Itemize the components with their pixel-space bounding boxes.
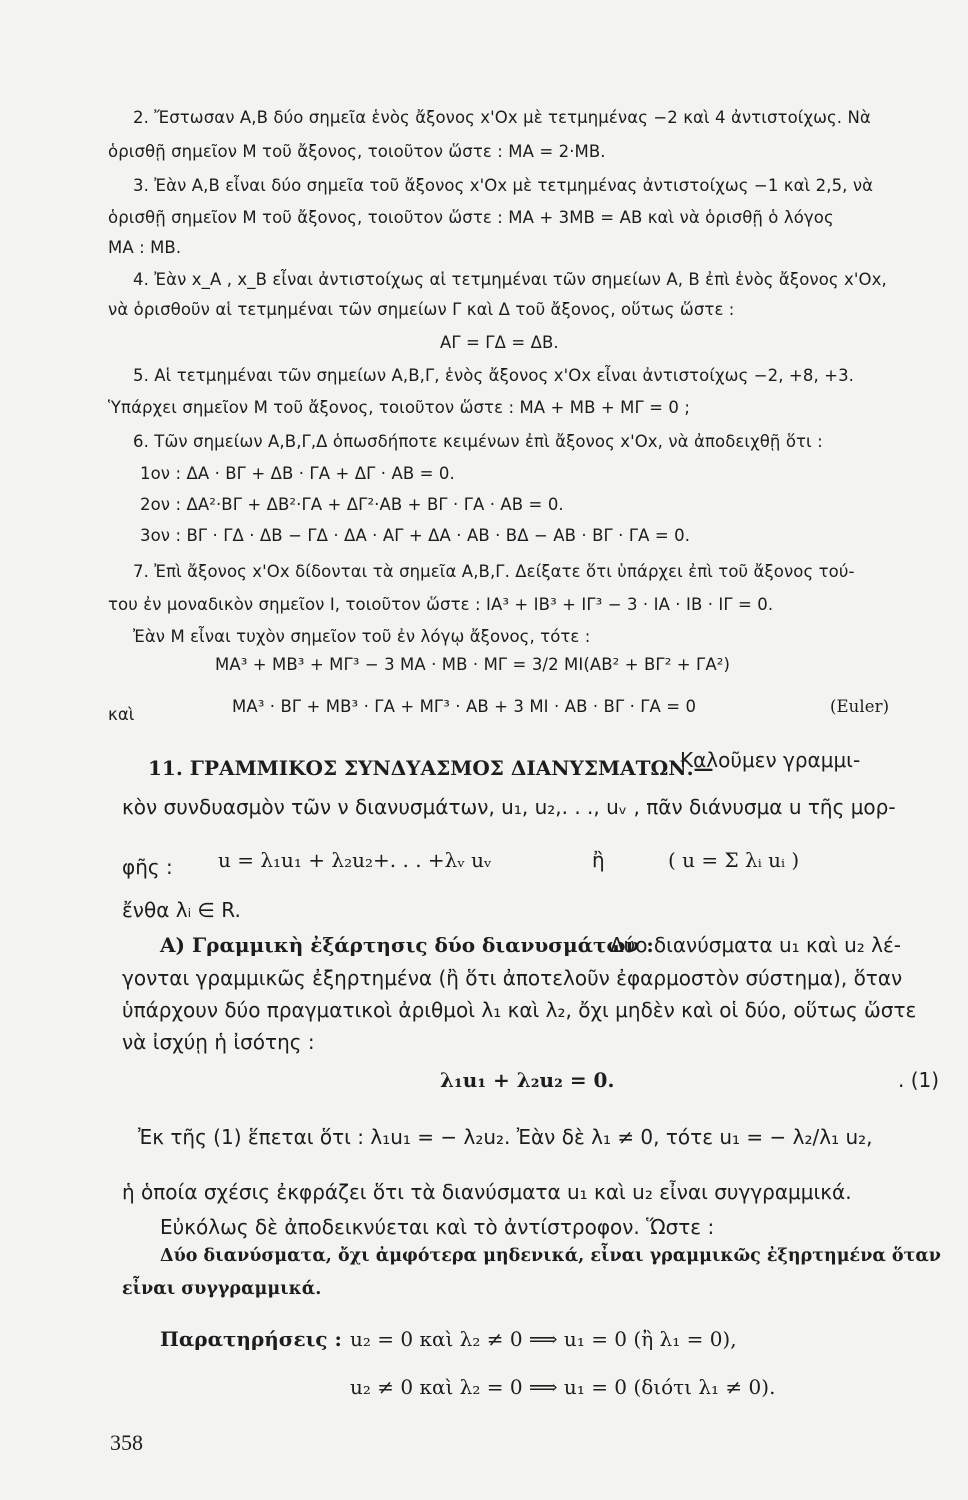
problem-7-equation-1: MA³ + MB³ + MΓ³ − 3 MA · MB · MΓ = 3/2 MI(AB² + BΓ² + ΓA²) <box>215 655 730 674</box>
problem-6-equation-2: 2ον : ΔA²·BΓ + ΔB²·ΓA + ΔΓ²·AB + BΓ · ΓA · AB = 0. <box>140 495 564 514</box>
part-a-line-2: γονται γραμμικῶς ἐξηρτημένα (ἢ ὅτι ἀποτελοῦν ἐφαρμοστὸν σύστημα), ὅταν <box>122 966 903 990</box>
part-a-line-5: Ἐκ τῆς (1) ἕπεται ὅτι : λ₁u₁ = − λ₂u₂. Ἐὰν δὲ λ₁ ≠ 0, τότε u₁ = − λ₂/λ₁ u₂, <box>138 1125 873 1149</box>
section-line-3-label: φῆς : <box>122 855 173 879</box>
part-a-line-7: Εὐκόλως δὲ ἀποδεικνύεται καὶ τὸ ἀντίστροφον. Ὥστε : <box>160 1215 715 1239</box>
section-line-3-or: ἢ <box>592 848 605 872</box>
page-number: 358 <box>110 1430 143 1455</box>
problem-6-equation-1: 1ον : ΔA · BΓ + ΔB · ΓA + ΔΓ · AB = 0. <box>140 464 455 483</box>
linear-combination-formula: u = λ₁u₁ + λ₂u₂+. . . +λᵥ uᵥ <box>218 848 492 872</box>
problem-6-line-1: 6. Τῶν σημείων Α,Β,Γ,Δ ὁπωσδήποτε κειμένων ἐπὶ ἄξονος x'Ox, νὰ ἀποδειχθῇ ὅτι : <box>133 432 823 451</box>
section-heading: 11. ΓΡΑΜΜΙΚΟΣ ΣΥΝΔΥΑΣΜΟΣ ΔΙΑΝΥΣΜΑΤΩΝ.— <box>148 756 714 780</box>
remarks-label: Παρατηρήσεις : <box>160 1327 342 1351</box>
problem-3-line-3: MA : MB. <box>108 238 182 257</box>
remark-1: u₂ = 0 καὶ λ₂ ≠ 0 ⟹ u₁ = 0 (ἢ λ₁ = 0), <box>350 1327 737 1351</box>
problem-7-line-2: του ἐν μοναδικὸν σημεῖον Ι, τοιοῦτον ὥστε : IA³ + IB³ + IΓ³ − 3 · IA · IB · IΓ = 0. <box>108 595 774 614</box>
part-a-line-6: ἡ ὁποία σχέσις ἐκφράζει ὅτι τὰ διανύσματα u₁ καὶ u₂ εἶναι συγγραμμικά. <box>122 1180 852 1204</box>
bold-statement-line-1: Δύο διανύσματα, ὄχι ἀμφότερα μηδενικά, εἶναι γραμμικῶς ἐξηρτημένα ὅταν <box>160 1246 941 1266</box>
euler-attribution: (Euler) <box>830 697 890 716</box>
problem-7-kai: καὶ <box>108 705 135 724</box>
section-line-4: ἔνθα λᵢ ∈ R. <box>122 898 241 922</box>
problem-2-line-2: ὁρισθῇ σημεῖον Μ τοῦ ἄξονος, τοιοῦτον ὥστε : MA = 2·MB. <box>108 142 606 161</box>
problem-7-equation-2: MA³ · BΓ + MB³ · ΓA + MΓ³ · AB + 3 MI · AB · BΓ · ΓA = 0 <box>232 697 697 716</box>
section-line-2: κὸν συνδυασμὸν τῶν ν διανυσμάτων, u₁, u₂,. . ., uᵥ , πᾶν διάνυσμα u τῆς μορ- <box>122 795 896 819</box>
problem-3-line-2: ὁρισθῇ σημεῖον Μ τοῦ ἄξονος, τοιοῦτον ὥστε : MA + 3MB = AB καὶ νὰ ὁρισθῇ ὁ λόγος <box>108 208 834 227</box>
equation-1-label: . (1) <box>898 1068 940 1092</box>
part-a-equation-1: λ₁u₁ + λ₂u₂ = 0. <box>440 1068 615 1092</box>
part-a-line-3: ὑπάρχουν δύο πραγματικοὶ ἀριθμοὶ λ₁ καὶ λ₂, ὄχι μηδὲν καὶ οἱ δύο, οὕτως ὥστε <box>122 998 917 1022</box>
bold-statement-line-2: εἶναι συγγραμμικά. <box>122 1279 322 1299</box>
part-a-line-4: νὰ ἰσχύῃ ἡ ἰσότης : <box>122 1030 315 1054</box>
part-a-line-1-rest: Δύο διανύσματα u₁ καὶ u₂ λέ- <box>610 933 902 957</box>
problem-4-line-1: 4. Ἐὰν x_A , x_B εἶναι ἀντιστοίχως αἱ τετμημέναι τῶν σημείων Α, Β ἐπὶ ἑνὸς ἄξονος x'Ox, <box>133 270 887 289</box>
problem-6-equation-3: 3ον : BΓ · ΓΔ · ΔB − ΓΔ · ΔA · AΓ + ΔA · AB · BΔ − AB · BΓ · ΓA = 0. <box>140 526 691 545</box>
problem-5-line-2: Ὑπάρχει σημεῖον Μ τοῦ ἄξονος, τοιοῦτον ὥστε : MA + MB + MΓ = 0 ; <box>108 398 690 417</box>
part-a-title: Α) Γραμμικὴ ἐξάρτησις δύο διανυσμάτων : <box>160 933 654 957</box>
problem-7-line-3: Ἐὰν Μ εἶναι τυχὸν σημεῖον τοῦ ἐν λόγῳ ἄξονος, τότε : <box>133 627 591 646</box>
problem-7-line-1: 7. Ἐπὶ ἄξονος x'Ox δίδονται τὰ σημεῖα Α,Β,Γ. Δείξατε ὅτι ὑπάρχει ἐπὶ τοῦ ἄξονος τού- <box>133 562 855 581</box>
remark-2: u₂ ≠ 0 καὶ λ₂ = 0 ⟹ u₁ = 0 (διότι λ₁ ≠ 0). <box>350 1375 776 1399</box>
sigma-formula: ( u = Σ λᵢ uᵢ ) <box>668 848 800 872</box>
problem-3-line-1: 3. Ἐὰν Α,Β εἶναι δύο σημεῖα τοῦ ἄξονος x'Ox μὲ τετμημένας ἀντιστοίχως −1 καὶ 2,5, νὰ <box>133 176 874 195</box>
problem-4-equation: AΓ = ΓΔ = ΔB. <box>440 333 559 352</box>
section-heading-continuation: Καλοῦμεν γραμμι- <box>680 748 861 772</box>
problem-4-line-2: νὰ ὁρισθοῦν αἱ τετμημέναι τῶν σημείων Γ καὶ Δ τοῦ ἄξονος, οὕτως ὥστε : <box>108 300 735 319</box>
problem-5-line-1: 5. Αἱ τετμημέναι τῶν σημείων Α,Β,Γ, ἑνὸς ἄξονος x'Ox εἶναι ἀντιστοίχως −2, +8, +3. <box>133 366 855 385</box>
problem-2-line-1: 2. Ἔστωσαν Α,Β δύο σημεῖα ἑνὸς ἄξονος x'Ox μὲ τετμημένας −2 καὶ 4 ἀντιστοίχως. Νὰ <box>133 108 871 127</box>
